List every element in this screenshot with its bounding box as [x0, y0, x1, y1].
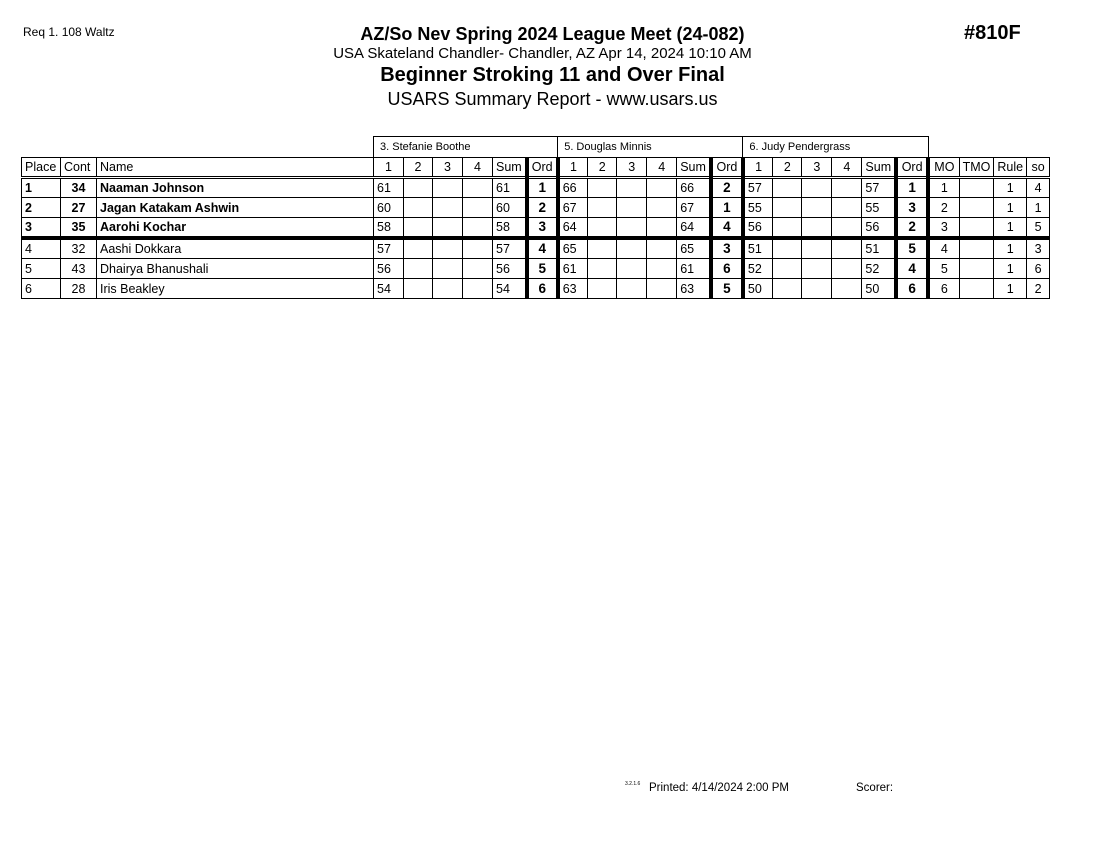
col-header-score-2: 2 — [588, 158, 617, 178]
score-3-cell — [433, 259, 463, 279]
place-cell: 3 — [22, 218, 61, 239]
rule-cell: 1 — [994, 259, 1027, 279]
so-cell: 1 — [1027, 198, 1050, 218]
col-header-place: Place — [22, 158, 61, 178]
score-1-cell: 65 — [558, 238, 588, 259]
score-3-cell — [802, 279, 832, 299]
place-cell: 6 — [22, 279, 61, 299]
judge-header-row — [22, 137, 1050, 158]
score-2-cell — [588, 279, 617, 299]
results-table — [21, 136, 1050, 299]
col-header-mo: MO — [928, 158, 959, 178]
score-4-cell — [832, 279, 862, 299]
table-row — [22, 178, 1050, 198]
sum-cell: 61 — [493, 178, 527, 198]
sum-cell: 55 — [862, 198, 896, 218]
ordinal-cell: 6 — [711, 259, 743, 279]
rule-cell: 1 — [994, 218, 1027, 239]
cont-cell: 34 — [61, 178, 97, 198]
column-header-row — [22, 158, 1050, 178]
score-4-cell — [463, 259, 493, 279]
sum-cell: 50 — [862, 279, 896, 299]
score-4-cell — [463, 178, 493, 198]
score-3-cell — [617, 198, 647, 218]
ordinal-cell: 5 — [527, 259, 558, 279]
score-2-cell — [588, 198, 617, 218]
score-1-cell: 67 — [558, 198, 588, 218]
skater-name-cell: Aarohi Kochar — [97, 218, 374, 239]
score-4-cell — [647, 218, 677, 239]
score-1-cell: 66 — [558, 178, 588, 198]
score-2-cell — [404, 279, 433, 299]
score-2-cell — [404, 259, 433, 279]
score-1-cell: 57 — [743, 178, 773, 198]
score-2-cell — [404, 198, 433, 218]
mo-cell: 4 — [928, 238, 959, 259]
score-3-cell — [617, 238, 647, 259]
col-header-so: so — [1027, 158, 1050, 178]
score-3-cell — [802, 178, 832, 198]
so-cell: 2 — [1027, 279, 1050, 299]
ordinal-cell: 2 — [711, 178, 743, 198]
score-2-cell — [773, 259, 802, 279]
score-1-cell: 56 — [374, 259, 404, 279]
skater-name-cell: Dhairya Bhanushali — [97, 259, 374, 279]
cont-cell: 43 — [61, 259, 97, 279]
mo-cell: 3 — [928, 218, 959, 239]
score-2-cell — [404, 218, 433, 239]
score-4-cell — [832, 238, 862, 259]
col-header-sum: Sum — [862, 158, 896, 178]
sum-cell: 57 — [862, 178, 896, 198]
place-cell: 2 — [22, 198, 61, 218]
so-cell: 6 — [1027, 259, 1050, 279]
skater-name-cell: Iris Beakley — [97, 279, 374, 299]
event-name: Beginner Stroking 11 and Over Final — [380, 64, 725, 86]
tmo-cell — [959, 218, 994, 239]
score-3-cell — [433, 238, 463, 259]
score-2-cell — [773, 178, 802, 198]
mo-cell: 1 — [928, 178, 959, 198]
col-header-cont: Cont — [61, 158, 97, 178]
col-header-score-1: 1 — [558, 158, 588, 178]
score-4-cell — [647, 279, 677, 299]
judge-3-header: 6. Judy Pendergrass — [743, 137, 928, 158]
ordinal-cell: 1 — [896, 178, 928, 198]
score-2-cell — [404, 238, 433, 259]
ordinal-cell: 2 — [527, 198, 558, 218]
sum-cell: 54 — [493, 279, 527, 299]
tmo-cell — [959, 238, 994, 259]
score-4-cell — [832, 218, 862, 239]
table-row — [22, 259, 1050, 279]
ordinal-cell: 1 — [527, 178, 558, 198]
request-label: Req 1. 108 Waltz — [23, 25, 115, 39]
score-3-cell — [617, 259, 647, 279]
tmo-cell — [959, 259, 994, 279]
sum-cell: 52 — [862, 259, 896, 279]
score-1-cell: 55 — [743, 198, 773, 218]
score-1-cell: 52 — [743, 259, 773, 279]
rule-cell: 1 — [994, 279, 1027, 299]
cont-cell: 32 — [61, 238, 97, 259]
place-cell: 5 — [22, 259, 61, 279]
so-cell: 3 — [1027, 238, 1050, 259]
score-3-cell — [433, 218, 463, 239]
col-header-score-1: 1 — [374, 158, 404, 178]
score-1-cell: 54 — [374, 279, 404, 299]
col-header-score-3: 3 — [617, 158, 647, 178]
so-cell: 5 — [1027, 218, 1050, 239]
col-header-score-4: 4 — [832, 158, 862, 178]
score-1-cell: 58 — [374, 218, 404, 239]
score-3-cell — [433, 198, 463, 218]
col-header-score-4: 4 — [647, 158, 677, 178]
score-1-cell: 64 — [558, 218, 588, 239]
ordinal-cell: 4 — [711, 218, 743, 239]
sum-cell: 60 — [493, 198, 527, 218]
ordinal-cell: 5 — [711, 279, 743, 299]
score-3-cell — [617, 218, 647, 239]
rule-cell: 1 — [994, 178, 1027, 198]
table-row — [22, 198, 1050, 218]
col-header-tmo: TMO — [959, 158, 994, 178]
judge-1-header: 3. Stefanie Boothe — [374, 137, 558, 158]
ordinal-cell: 3 — [527, 218, 558, 239]
sum-cell: 57 — [493, 238, 527, 259]
score-1-cell: 57 — [374, 238, 404, 259]
col-header-score-3: 3 — [433, 158, 463, 178]
score-2-cell — [773, 218, 802, 239]
table-row — [22, 279, 1050, 299]
sum-cell: 51 — [862, 238, 896, 259]
score-3-cell — [802, 259, 832, 279]
score-4-cell — [647, 259, 677, 279]
sum-cell: 67 — [677, 198, 711, 218]
skater-name-cell: Aashi Dokkara — [97, 238, 374, 259]
col-header-rule: Rule — [994, 158, 1027, 178]
meet-title: AZ/So Nev Spring 2024 League Meet (24-082) — [360, 24, 745, 44]
score-1-cell: 63 — [558, 279, 588, 299]
skater-name-cell: Jagan Katakam Ashwin — [97, 198, 374, 218]
ordinal-cell: 5 — [896, 238, 928, 259]
score-2-cell — [588, 218, 617, 239]
score-4-cell — [832, 178, 862, 198]
ordinal-cell: 3 — [711, 238, 743, 259]
col-header-score-2: 2 — [773, 158, 802, 178]
score-1-cell: 61 — [374, 178, 404, 198]
score-1-cell: 50 — [743, 279, 773, 299]
sum-cell: 61 — [677, 259, 711, 279]
ordinal-cell: 1 — [711, 198, 743, 218]
cont-cell: 27 — [61, 198, 97, 218]
score-3-cell — [617, 279, 647, 299]
place-cell: 1 — [22, 178, 61, 198]
score-1-cell: 61 — [558, 259, 588, 279]
score-4-cell — [647, 198, 677, 218]
score-2-cell — [588, 178, 617, 198]
score-2-cell — [773, 279, 802, 299]
sum-cell: 56 — [862, 218, 896, 239]
skater-name-cell: Naaman Johnson — [97, 178, 374, 198]
score-4-cell — [463, 279, 493, 299]
score-4-cell — [832, 198, 862, 218]
score-3-cell — [433, 279, 463, 299]
so-cell: 4 — [1027, 178, 1050, 198]
cont-cell: 28 — [61, 279, 97, 299]
score-4-cell — [463, 238, 493, 259]
mo-cell: 5 — [928, 259, 959, 279]
rule-cell: 1 — [994, 198, 1027, 218]
ordinal-cell: 4 — [527, 238, 558, 259]
score-3-cell — [617, 178, 647, 198]
col-header-score-1: 1 — [743, 158, 773, 178]
ordinal-cell: 3 — [896, 198, 928, 218]
col-header-ord: Ord — [711, 158, 743, 178]
ordinal-cell: 4 — [896, 259, 928, 279]
score-2-cell — [404, 178, 433, 198]
score-1-cell: 56 — [743, 218, 773, 239]
score-2-cell — [588, 238, 617, 259]
col-header-ord: Ord — [527, 158, 558, 178]
mo-cell: 2 — [928, 198, 959, 218]
printed-timestamp: Printed: 4/14/2024 2:00 PM — [649, 782, 790, 794]
score-2-cell — [773, 198, 802, 218]
score-4-cell — [463, 218, 493, 239]
score-1-cell: 60 — [374, 198, 404, 218]
tmo-cell — [959, 279, 994, 299]
score-4-cell — [647, 178, 677, 198]
score-3-cell — [433, 178, 463, 198]
ordinal-cell: 6 — [896, 279, 928, 299]
venue-line: USA Skateland Chandler- Chandler, AZ Apr 14, 2024 10:10 AM — [333, 45, 752, 62]
sum-cell: 63 — [677, 279, 711, 299]
sum-cell: 64 — [677, 218, 711, 239]
scorer-label: Scorer: — [856, 782, 894, 794]
report-title: USARS Summary Report - www.usars.us — [387, 89, 718, 109]
event-code: #810F — [964, 22, 1021, 44]
sum-cell: 65 — [677, 238, 711, 259]
ordinal-cell: 2 — [896, 218, 928, 239]
score-4-cell — [463, 198, 493, 218]
rule-cell: 1 — [994, 238, 1027, 259]
mo-cell: 6 — [928, 279, 959, 299]
score-1-cell: 51 — [743, 238, 773, 259]
col-header-sum: Sum — [493, 158, 527, 178]
sum-cell: 66 — [677, 178, 711, 198]
col-header-score-4: 4 — [463, 158, 493, 178]
score-3-cell — [802, 218, 832, 239]
score-2-cell — [773, 238, 802, 259]
score-2-cell — [588, 259, 617, 279]
score-3-cell — [802, 198, 832, 218]
cont-cell: 35 — [61, 218, 97, 239]
table-row — [22, 238, 1050, 259]
score-3-cell — [802, 238, 832, 259]
col-header-score-2: 2 — [404, 158, 433, 178]
col-header-sum: Sum — [677, 158, 711, 178]
tmo-cell — [959, 198, 994, 218]
col-header-score-3: 3 — [802, 158, 832, 178]
version-label: 3.2.1.6 — [625, 781, 641, 787]
col-header-name: Name — [97, 158, 374, 178]
ordinal-cell: 6 — [527, 279, 558, 299]
table-row — [22, 218, 1050, 239]
sum-cell: 56 — [493, 259, 527, 279]
score-4-cell — [647, 238, 677, 259]
score-4-cell — [832, 259, 862, 279]
judge-2-header: 5. Douglas Minnis — [558, 137, 743, 158]
place-cell: 4 — [22, 238, 61, 259]
sum-cell: 58 — [493, 218, 527, 239]
tmo-cell — [959, 178, 994, 198]
col-header-ord: Ord — [896, 158, 928, 178]
